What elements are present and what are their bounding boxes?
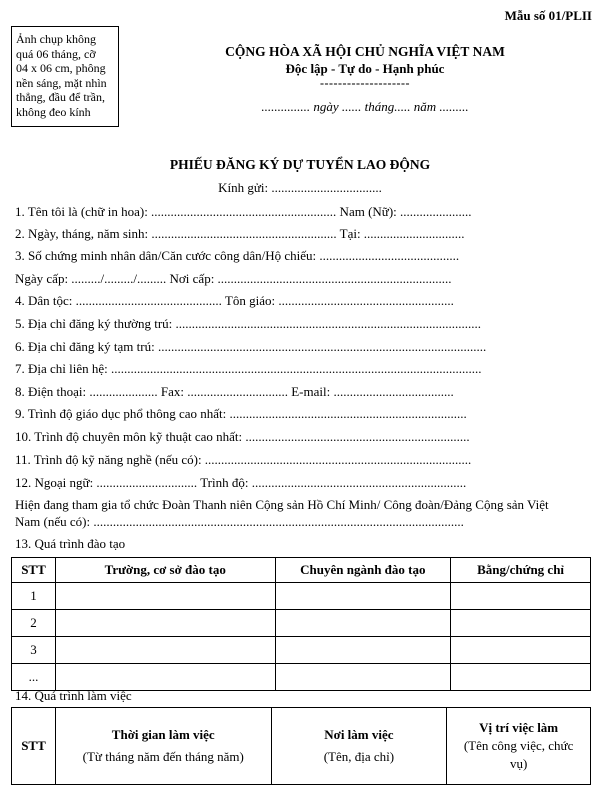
field-date-of-birth[interactable]: 2. Ngày, tháng, năm sinh: ......................................................... Tại: ............................... <box>15 226 465 241</box>
field-technical-qualification[interactable]: 10. Trình độ chuyên môn kỹ thuật cao nhất: ..................................................................... <box>15 429 470 444</box>
col-header-stt: STT <box>12 558 56 583</box>
work-time-title: Thời gian làm việc <box>111 727 215 742</box>
certificate-cell[interactable] <box>451 664 591 691</box>
major-cell[interactable] <box>275 637 451 664</box>
field-full-name[interactable]: 1. Tên tôi là (chữ in hoa): ......................................................... Nam (Nữ): ...................... <box>15 204 472 219</box>
col-header-school: Trường, cơ sở đào tạo <box>55 558 275 583</box>
certificate-cell[interactable] <box>451 610 591 637</box>
school-cell[interactable] <box>55 583 275 610</box>
national-title: CỘNG HÒA XÃ HỘI CHỦ NGHĨA VIỆT NAM <box>225 44 505 59</box>
school-cell[interactable] <box>55 664 275 691</box>
work-time-subtitle: (Từ tháng năm đến tháng năm) <box>82 749 244 764</box>
col-header-major: Chuyên ngành đào tạo <box>275 558 451 583</box>
field-foreign-language[interactable]: 12. Ngoại ngữ: ............................... Trình độ: .................................................................. <box>15 475 467 490</box>
field-phone-fax-email[interactable]: 8. Điện thoại: ..................... Fax: ............................... E-mail: ..................................... <box>15 384 454 399</box>
form-number: Mẫu số 01/PLII <box>504 8 592 23</box>
photo-instruction-line: không đeo kính <box>16 104 91 119</box>
photo-placeholder-box <box>11 26 119 127</box>
col-header-work-time <box>55 708 271 785</box>
row-number: ... <box>12 664 56 691</box>
field-ethnicity-religion[interactable]: 4. Dân tộc: ............................................. Tôn giáo: ...................................................... <box>15 293 454 308</box>
workplace-subtitle: (Tên, địa chỉ) <box>323 749 395 764</box>
table-header-row <box>12 708 591 785</box>
form-title: PHIẾU ĐĂNG KÝ DỰ TUYỂN LAO ĐỘNG <box>169 157 431 172</box>
major-cell[interactable] <box>275 610 451 637</box>
field-contact-address[interactable]: 7. Địa chỉ liên hệ: .................................................................................................................. <box>15 361 482 376</box>
date-line: ............... ngày ...... tháng..... năm ......... <box>261 99 469 114</box>
position-title: Vị trí việc làm <box>479 720 559 735</box>
photo-instruction-line: nền sáng, mặt nhìn <box>16 75 107 90</box>
field-organization-membership: Hiện đang tham gia tổ chức Đoàn Thanh niên Cộng sản Hồ Chí Minh/ Công đoàn/Đảng Cộng sản Việt <box>15 497 549 512</box>
workplace-title: Nơi làm việc <box>324 727 394 742</box>
field-permanent-address[interactable]: 5. Địa chỉ đăng ký thường trú: .............................................................................................. <box>15 316 482 331</box>
school-cell[interactable] <box>55 610 275 637</box>
recipient-line: Kính gửi: .................................. <box>218 180 382 195</box>
national-motto: Độc lập - Tự do - Hạnh phúc <box>285 61 445 76</box>
major-cell[interactable] <box>275 583 451 610</box>
photo-instruction-line: 04 x 06 cm, phông <box>16 61 106 75</box>
table-row <box>12 637 591 664</box>
photo-instruction-line: Ảnh chụp không <box>16 32 96 46</box>
table-row <box>12 664 591 691</box>
table-row <box>12 583 591 610</box>
col-header-workplace <box>271 708 447 785</box>
major-cell[interactable] <box>275 664 451 691</box>
training-table <box>11 557 591 691</box>
photo-instruction-line: thẳng, đầu để trần, <box>16 90 105 104</box>
field-temporary-address[interactable]: 6. Địa chỉ đăng ký tạm trú: ..................................................................................................... <box>15 339 487 354</box>
field-vocational-skill[interactable]: 11. Trình độ kỹ năng nghề (nếu có): .................................................................................. <box>15 452 472 467</box>
table-row <box>12 610 591 637</box>
field-id-number[interactable]: 3. Số chứng minh nhân dân/Căn cước công dân/Hộ chiếu: ........................................... <box>15 248 460 263</box>
position-subtitle-cont: vụ) <box>509 756 528 771</box>
field-issue-date-place[interactable]: Ngày cấp: ........./........./......... Nơi cấp: ........................................................................ <box>15 271 452 286</box>
row-number: 2 <box>12 610 56 637</box>
certificate-cell[interactable] <box>451 583 591 610</box>
table-header-row <box>12 558 591 583</box>
col-header-certificate: Bằng/chứng chỉ <box>451 558 591 583</box>
certificate-cell[interactable] <box>451 637 591 664</box>
row-number: 1 <box>12 583 56 610</box>
section-work-label: 14. Quá trình làm việc <box>15 688 132 703</box>
row-number: 3 <box>12 637 56 664</box>
photo-instruction-line: quá 06 tháng, cỡ <box>16 46 96 61</box>
col-header-stt: STT <box>12 708 56 785</box>
work-history-table <box>11 707 591 785</box>
header-divider: -------------------- <box>320 76 410 90</box>
school-cell[interactable] <box>55 637 275 664</box>
position-subtitle: (Tên công việc, chức <box>463 738 574 753</box>
col-header-position <box>447 708 591 785</box>
section-training-label: 13. Quá trình đào tạo <box>15 536 126 551</box>
field-organization-membership-cont[interactable]: Nam (nếu có): .................................................................................................................. <box>15 514 464 529</box>
field-general-education[interactable]: 9. Trình độ giáo dục phổ thông cao nhất: ......................................................................... <box>15 406 467 421</box>
